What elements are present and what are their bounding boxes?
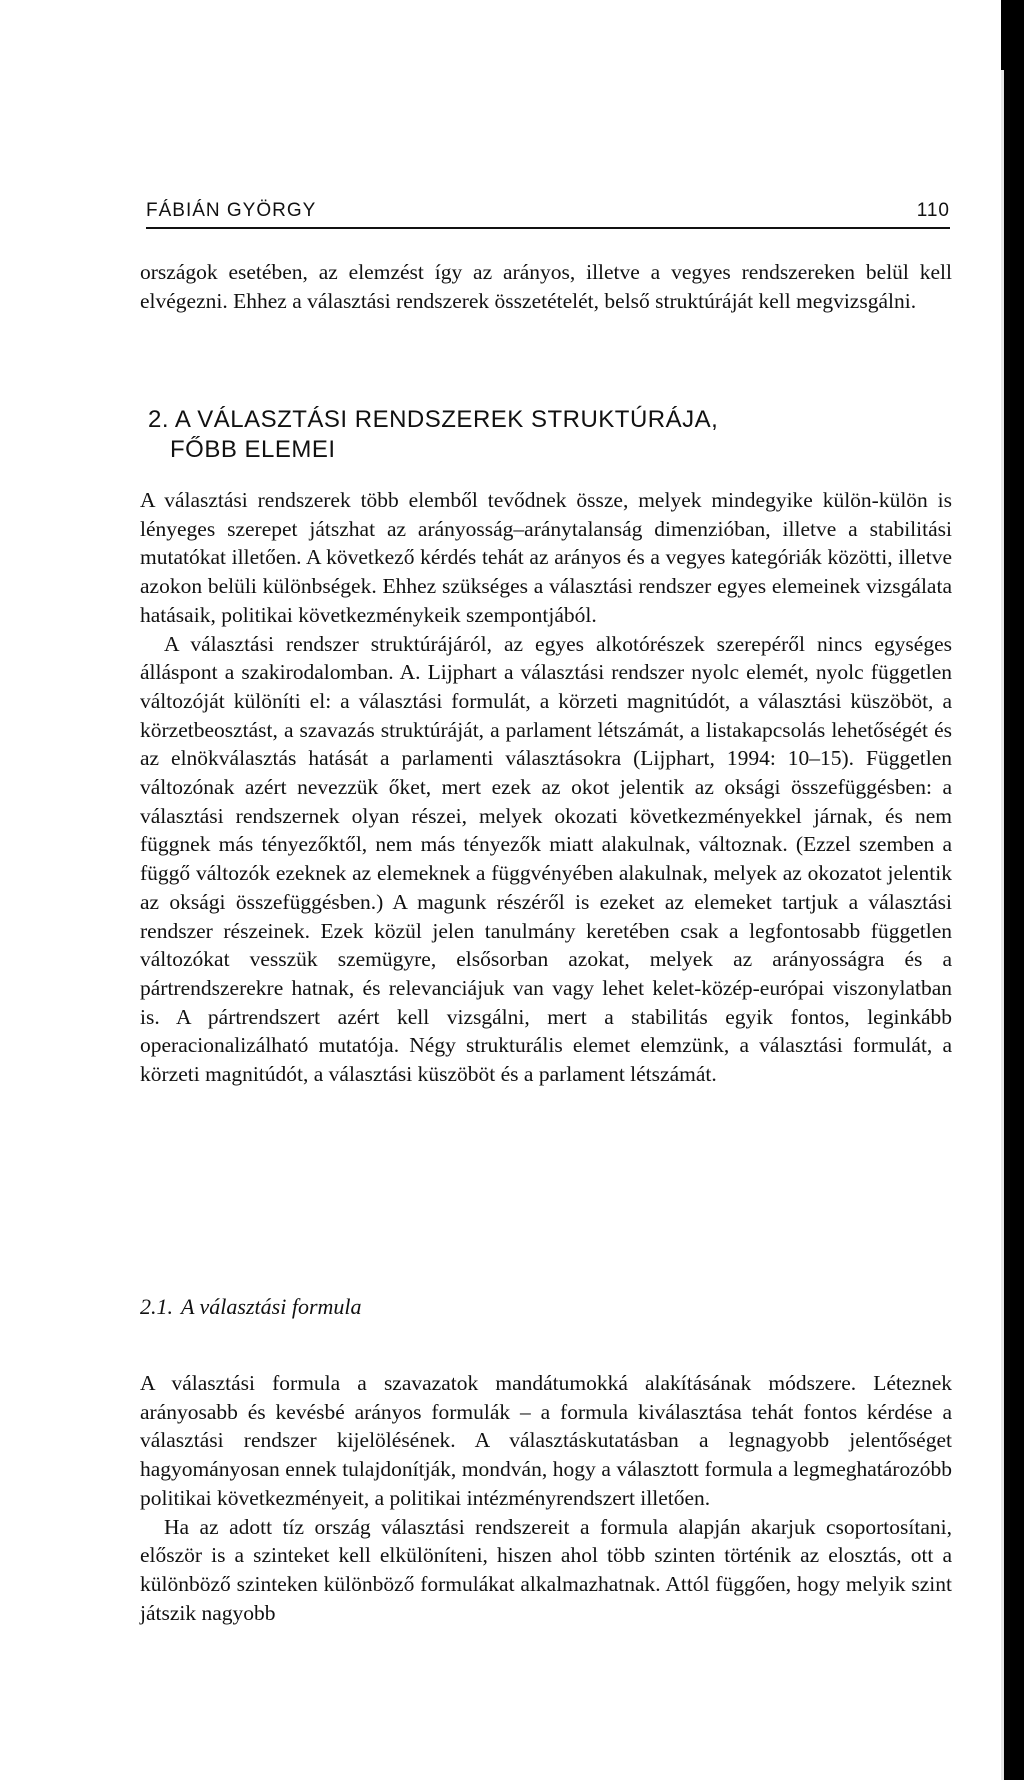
subsection-paragraph-1: A választási formula a szavazatok mandátumokká alakításának módszere. Léteznek arányosabb és kevésbé arányos formulák – a formula kiválasztása tehát fontos kérdése a választási rendszer kijelölésének. A választáskutatásban a legnagyobb jelentőséget hagyományosan ennek tulajdonítják, mondván, hogy a választott formula a legmeghatározóbb politikai következményeit, a politikai intézményrendszert illetően.: [140, 1371, 952, 1510]
page-number: 110: [916, 200, 950, 221]
section-heading-line2: FŐBB ELEMEI: [170, 436, 336, 463]
running-header: [146, 200, 950, 226]
section-paragraph-1: A választási rendszerek több elemből tevődnek össze, melyek mindegyike külön-külön is lényeges szerepet játszhat az arányosság–aránytalanság dimenzióban, illetve a stabilitási mutatókat illetően. A következő kérdés tehát az arányos és a vegyes kategóriák közötti, illetve azokon belüli különbségek. Ehhez szükséges a választási rendszer egyes elemeinek vizsgálata hatásaik, politikai következménykeik szempontjából.: [140, 488, 952, 627]
page-edge-line: [1001, 70, 1004, 1780]
intro-paragraph: országok esetében, az elemzést így az arányos, illetve a vegyes rendszereken belül kell elvégezni. Ehhez a választási rendszerek összetételét, belső struktúráját kell megvizsgálni.: [140, 260, 952, 313]
header-author: FÁBIÁN GYÖRGY: [146, 200, 317, 221]
subsection-title: A választási formula: [181, 1294, 362, 1319]
subsection-body: [140, 1369, 952, 1627]
subsection-heading: [140, 1294, 362, 1320]
subsection-paragraph-2: Ha az adott tíz ország választási rendszereit a formula alapján akarjuk csoportosítani, először is a szinteket kell elkülöníteni, hiszen ahol több szinten történik az elosztás, ott a különböző szinteken különböző formulákat alkalmazhatnak. Attól függően, hogy melyik szint játszik nagyobb: [140, 1514, 952, 1625]
section-body: [140, 486, 952, 1089]
section-paragraph-2: A választási rendszer struktúrájáról, az egyes alkotórészek szerepéről nincs egységes álláspont a szakirodalomban. A. Lijphart a választási rendszer nyolc elemét, nyolc független változóját különíti el: a választási formulát, a körzeti magnitúdót, a választási küszöböt, a körzetbeosztást, a szavazás struktúráját, a parlament létszámát, a listakapcsolás lehetőségét és az elnökválasztás hatását a parlamenti választásokra (Lijphart, 1994: 10–15). Független változónak azért nevezzük őket, mert ezek az okot jelentik az oksági összefüggésben: a választási rendszernek olyan részei, melyek okozati következményekkel járnak, és nem függnek más tényezőktől, nem más tényezők miatt alakulnak, változnak. (Ezzel szemben a függő változók ezeknek az elemeknek a függvényében alakulnak, melyek az okozatot jelentik az oksági összefüggésben.) A magunk részéről is ezeket az elemeket tartjuk a választási rendszer részeinek. Ezek közül jelen tanulmány keretében csak a legfontosabb független változókat vesszük szemügyre, elsősorban azokat, melyek az arányosságra és a pártrendszerekre hatnak, és relevanciájuk van vagy lehet kelet-közép-európai viszonylatban is. A pártrendszert azért kell vizsgálni, mert a stabilitás egyik fontos, leginkább operacionalizálható mutatója. Négy strukturális elemet elemzünk, a választási formulát, a körzeti magnitúdót, a választási küszöböt és a parlament létszámát.: [140, 631, 952, 1087]
subsection-number: 2.1.: [140, 1294, 173, 1319]
section-heading-line1: 2. A VÁLASZTÁSI RENDSZEREK STRUKTÚRÁJA,: [148, 406, 719, 433]
intro-block: [140, 258, 952, 315]
header-rule: [146, 227, 950, 229]
section-heading: [148, 405, 718, 465]
